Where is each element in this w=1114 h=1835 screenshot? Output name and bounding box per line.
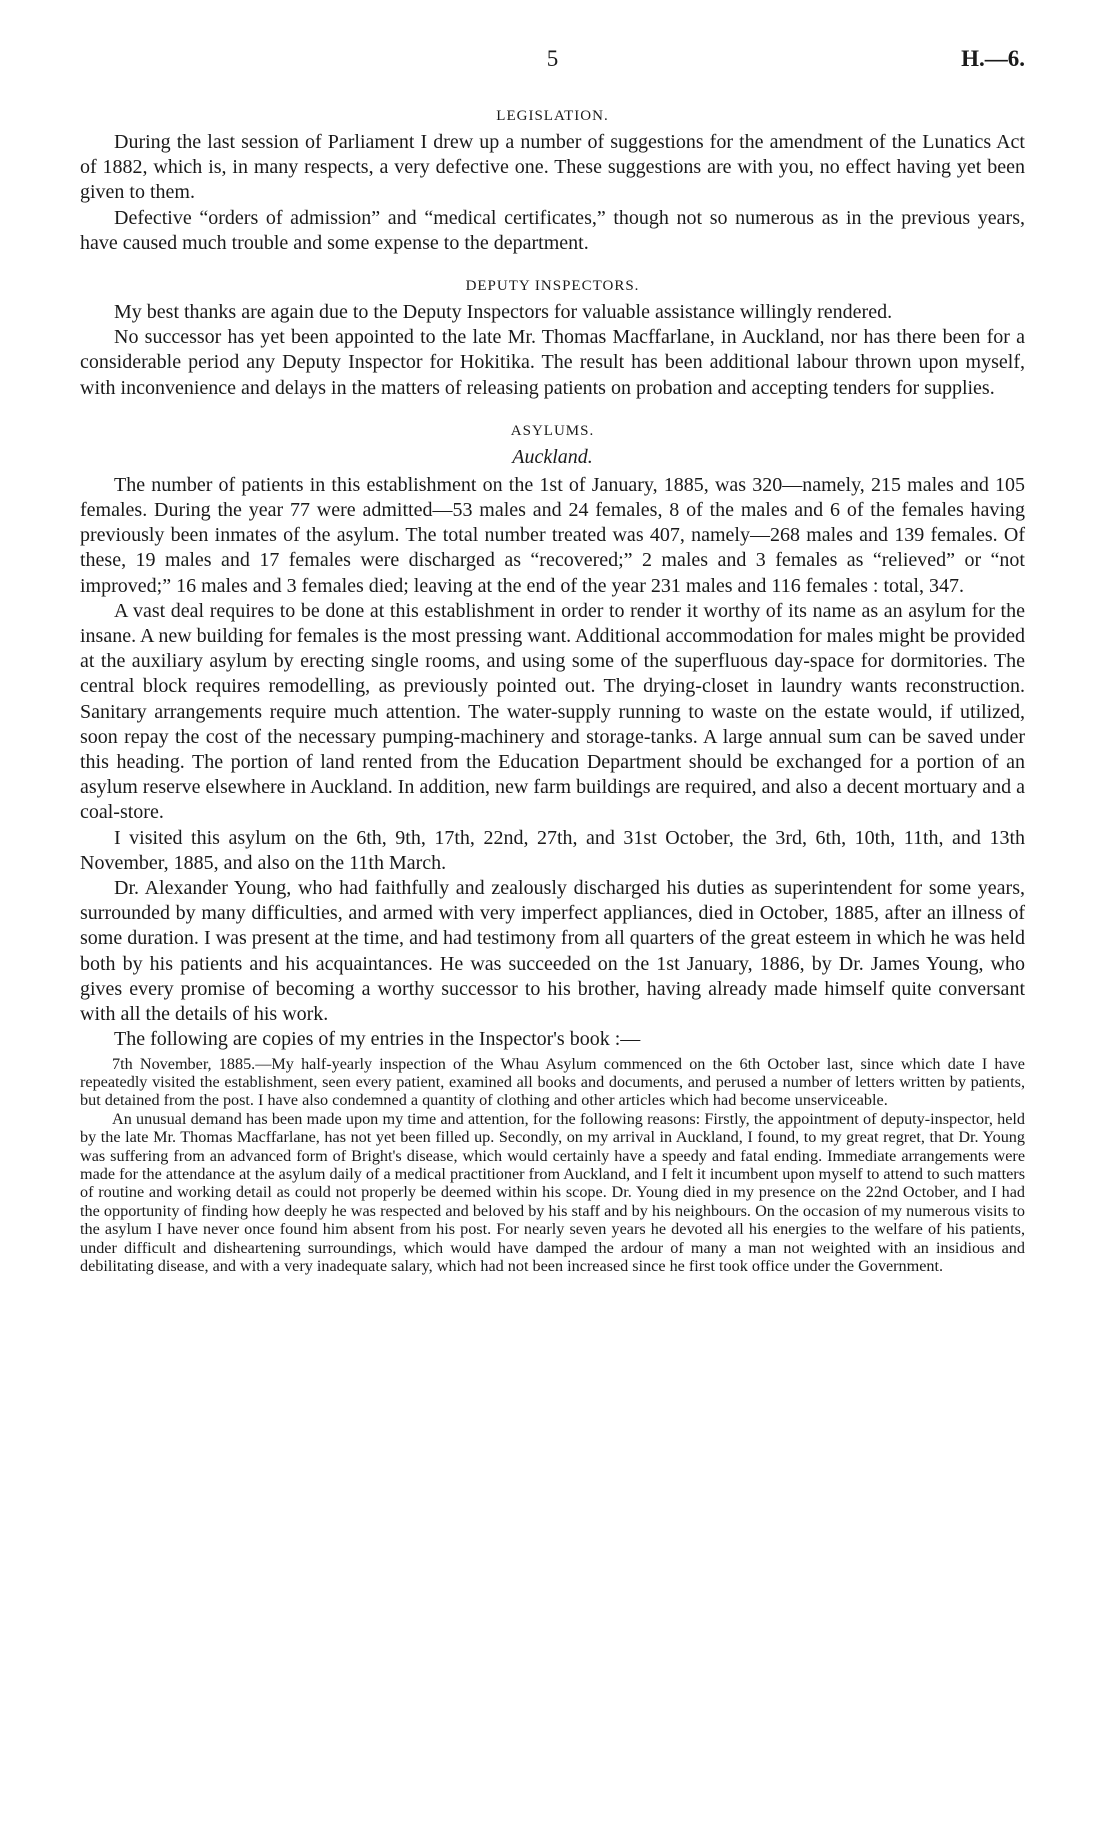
document-body xyxy=(80,106,1025,1275)
section-asylums xyxy=(80,421,1025,1276)
section-heading-asylums: ASYLUMS. xyxy=(510,422,595,439)
page-number: 5 xyxy=(546,46,559,71)
book-entry: 7th November, 1885.—My half-yearly inspection of the Whau Asylum commenced on the 6th October last, since which date I have repeatedly visited the establishment, seen every patient, examined all books and documents, and perused a number of letters written by patients, but detained from the post. I have also condemned a quantity of clothing and other articles which had become unserviceable. xyxy=(80,1054,1025,1110)
paragraph: I visited this asylum on the 6th, 9th, 17th, 22nd, 27th, and 31st October, the 3rd, 6th, 10th, 11th, and 13th November, 1885, and also on the 11th March. xyxy=(80,826,1025,874)
paragraph: The following are copies of my entries in the Inspector's book :— xyxy=(114,1028,641,1051)
section-legislation xyxy=(80,106,1025,256)
paragraph: A vast deal requires to be done at this establishment in order to render it worthy of its name as an asylum for the insane. A new building for females is the most pressing want. Additional accommodation for males might be provided at the auxiliary asylum by erecting single rooms, and using some of the superfluous day-space for dormitories. The central block requires remodelling, as previously pointed out. The drying-closet in laundry wants reconstruction. Sanitary arrangements require much attention. The water-supply running to waste on the estate would, if utilized, soon repay the cost of the necessary pumping-machinery and storage-tanks. A large annual sum can be saved under this heading. The portion of land rented from the Education Department should be exchanged for a portion of an asylum reserve elsewhere in Auckland. In addition, new farm buildings are required, and also a decent mortuary and a coal-store. xyxy=(80,599,1025,824)
section-deputy-inspectors xyxy=(80,276,1025,401)
section-heading-deputy-inspectors: DEPUTY INSPECTORS. xyxy=(465,278,640,295)
page-header xyxy=(80,46,1025,86)
paragraph: During the last session of Parliament I drew up a number of suggestions for the amendment of the Lunatics Act of 1882, which is, in many respects, a very defective one. These suggestions are with you, no effect having yet been given to them. xyxy=(80,131,1025,204)
subheading-auckland: Auckland. xyxy=(512,445,593,468)
paragraph: Dr. Alexander Young, who had faithfully and zealously discharged his duties as superintendent for some years, surrounded by many difficulties, and armed with very imperfect appliances, died in October, 1885, after an illness of some duration. I was present at the time, and had testimony from all quarters of the great esteem in which he was held both by his patients and his acquaintances. He was succeeded on the 1st January, 1886, by Dr. James Young, who gives every promise of becoming a worthy successor to his brother, having already made himself quite conversant with all the details of his work. xyxy=(80,877,1025,1026)
book-entry: An unusual demand has been made upon my time and attention, for the following reasons: Firstly, the appointment of deputy-inspector, held by the late Mr. Thomas Macffarlane, has not yet been filled up. Secondly, on my arrival in Auckland, I found, to my great regret, that Dr. Young was suffering from an advanced form of Bright's disease, which would certainly have a speedy and fatal ending. Immediate arrangements were made for the attendance at the asylum daily of a medical practitioner from Auckland, and I felt it incumbent upon myself to attend to such matters of routine and working detail as could not properly be deemed within his scope. Dr. Young died in my presence on the 22nd October, and I had the opportunity of finding how deeply he was respected and beloved by his staff and by his neighbours. On the occasion of my numerous visits to the asylum I have never once found him absent from his post. For nearly seven years he devoted all his energies to the welfare of his patients, under difficult and disheartening surroundings, which would have damped the ardour of many a man not weighted with an insidious and debilitating disease, and with a very inadequate salary, which had not been increased since he first took office under the Government. xyxy=(80,1109,1025,1275)
paragraph: My best thanks are again due to the Deputy Inspectors for valuable assistance willingly rendered. xyxy=(114,301,893,324)
paragraph: Defective “orders of admission” and “medical certificates,” though not so numerous as in the previous years, have caused much trouble and some expense to the department. xyxy=(80,206,1025,254)
paragraph: The number of patients in this establishment on the 1st of January, 1885, was 320—namely, 215 males and 105 females. During the year 77 were admitted—53 males and 24 females, 8 of the males and 6 of the females having previously been inmates of the asylum. The total number treated was 407, namely—268 males and 139 females. Of these, 19 males and 17 females were discharged as “recovered;” 2 males and 3 females as “relieved” or “not improved;” 16 males and 3 females died; leaving at the end of the year 231 males and 116 females : total, 347. xyxy=(80,473,1025,597)
document-reference: H.—6. xyxy=(961,46,1025,71)
paragraph: No successor has yet been appointed to the late Mr. Thomas Macffarlane, in Auckland, nor has there been for a considerable period any Deputy Inspector for Hokitika. The result has been additional labour thrown upon myself, with inconvenience and delays in the matters of releasing patients on probation and accepting tenders for supplies. xyxy=(80,326,1025,399)
section-heading-legislation: LEGISLATION. xyxy=(496,108,609,124)
